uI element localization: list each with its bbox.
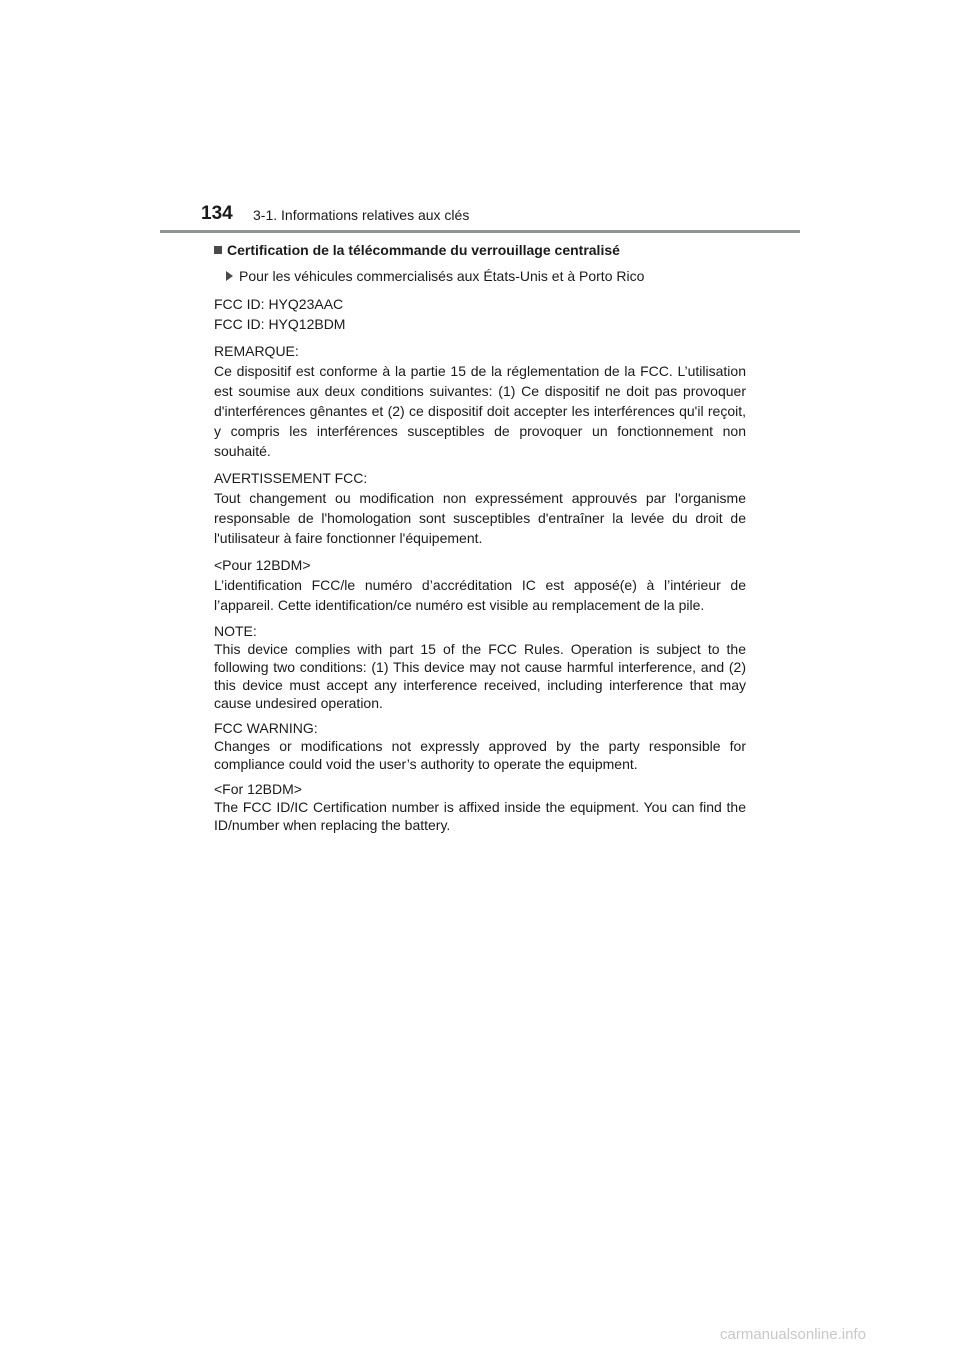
square-bullet-icon <box>214 246 222 254</box>
watermark: carmanualsonline.info <box>720 1326 866 1343</box>
fcc-id-line: FCC ID: HYQ23AAC <box>214 296 344 312</box>
chapter-title: 3-1. Informations relatives aux clés <box>253 207 470 223</box>
pour-12bdm-body: L’identification FCC/le numéro d’accréditation IC est apposé(e) à l’intérieur de l’appareil. Cette identification/ce numéro est visible au remplacement de la pile. <box>214 577 746 613</box>
remarque-block <box>214 341 746 461</box>
avertissement-title: AVERTISSEMENT FCC: <box>214 470 368 486</box>
for-12bdm-body: The FCC ID/IC Certification number is affixed inside the equipment. You can find the ID/number when replacing the battery. <box>214 799 746 833</box>
note-title: NOTE: <box>214 623 257 639</box>
fcc-warning-title: FCC WARNING: <box>214 720 318 736</box>
remarque-body: Ce dispositif est conforme à la partie 15 de la réglementation de la FCC. L’utilisation est soumise aux deux conditions suivantes: (1) Ce dispositif ne doit pas provoquer d'interférences gênantes et (2) ce dispositif doit accepter les interférences qu'il reçoit, y compris les interférences susceptibles de provoquer un fonctionnement non souhaité. <box>214 363 746 459</box>
triangle-bullet-icon <box>226 271 233 281</box>
for-12bdm-title: <For 12BDM> <box>214 781 302 797</box>
section-heading <box>214 240 746 260</box>
note-body: This device complies with part 15 of the FCC Rules. Operation is subject to the following two conditions: (1) This device may not cause harmful interference, and (2) this device must accept any interference received, including interference that may cause undesired operation. <box>214 641 746 711</box>
fcc-id-block <box>214 294 746 334</box>
avertissement-body: Tout changement ou modification non expressément approuvés par l'organisme responsable de l'homologation sont susceptibles d'entraîner la levée du droit de l'utilisateur à faire fonctionner l'équipement. <box>214 490 746 546</box>
note-block <box>214 622 746 712</box>
page-number: 134 <box>201 203 233 224</box>
fcc-id-line: FCC ID: HYQ12BDM <box>214 316 346 332</box>
avertissement-block <box>214 468 746 548</box>
section-title-text: Certification de la télécommande du verrouillage centralisé <box>227 242 620 258</box>
subsection-title-text: Pour les véhicules commercialisés aux États-Unis et à Porto Rico <box>239 268 645 284</box>
subsection-heading <box>226 266 746 286</box>
pour-12bdm-block <box>214 555 746 615</box>
header-rule <box>160 230 800 233</box>
fcc-warning-body: Changes or modifications not expressly approved by the party responsible for compliance could void the user’s authority to operate the equipment. <box>214 738 746 772</box>
for-12bdm-block <box>214 780 746 834</box>
fcc-warning-block <box>214 719 746 773</box>
page-content <box>214 240 746 841</box>
pour-12bdm-title: <Pour 12BDM> <box>214 557 311 573</box>
remarque-title: REMARQUE: <box>214 343 299 359</box>
